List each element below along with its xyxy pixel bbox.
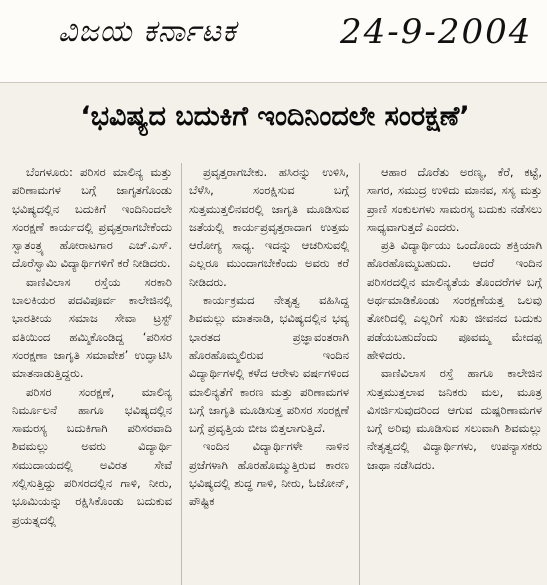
paragraph: ವಾಣಿವಿಲಾಸ ರಸ್ತೆಯ ಸರಕಾರಿ ಬಾಲಕಿಯರ ಪದವಿಪೂರ್ವ ಕಾಲೇಜಿನಲ್ಲಿ ಭಾರತೀಯ ಸಮಾಜ ಸೇವಾ ಟ್ರಸ್ಟ್ ವತಿಯಿಂದ ಹಮ್ಮಿಕೊಂಡಿದ್ದ ‘ಪರಿಸರ ಸಂರಕ್ಷಣಾ ಜಾಗೃತಿ ಸಮಾವೇಶ’ ಉದ್ಘಾಟಿಸಿ ಮಾತನಾಡುತ್ತಿದ್ದರು.	[12, 274, 172, 381]
paragraph: ಆಹಾರ ದೊರೆತು ಅರಣ್ಯ, ಕೆರೆ, ಕಟ್ಟೆ, ಸಾಗರ, ಸಮುದ್ರ ಉಳಿದು ಮಾನವ, ಸಸ್ಯ ಮತ್ತು ಪ್ರಾಣಿ ಸಂಕುಲಗಳು ಸಾಮರಸ್ಯ ಬದುಕು ನಡೆಸಲು ಸಾಧ್ಯವಾಗುತ್ತದೆ ಎಂದರು.	[367, 165, 542, 234]
column-divider	[181, 163, 182, 585]
handwritten-masthead: ವಿಜಯ ಕರ್ನಾಟಕ	[58, 14, 237, 49]
column-divider	[359, 163, 360, 585]
article-headline: ‘ಭವಿಷ್ಯದ ಬದುಕಿಗೆ ಇಂದಿನಿಂದಲೇ ಸಂರಕ್ಷಣೆ’	[80, 101, 470, 132]
article-column-1	[12, 163, 172, 585]
handwritten-date: 24-9-2004	[340, 12, 533, 52]
paragraph: ಬೆಂಗಳೂರು: ಪರಿಸರ ಮಾಲಿನ್ಯ ಮತ್ತು ಪರಿಣಾಮಗಳ ಬಗ್ಗೆ ಜಾಗೃತಗೊಂಡು ಭವಿಷ್ಯದಲ್ಲಿನ ಬದುಕಿಗೆ ಇಂದಿನಿಂದಲೇ ಸಂರಕ್ಷಣೆ ಕಾರ್ಯದಲ್ಲಿ ಪ್ರವೃತ್ತರಾಗಬೇಕೆಂದು ಸ್ವಾತಂತ್ರ್ಯ ಹೋರಾಟಗಾರ ಎಚ್.ಎಸ್. ದೊರೆಸ್ವಾಮಿ ವಿದ್ಯಾರ್ಥಿಗಳಿಗೆ ಕರೆ ನೀಡಿದರು.	[12, 165, 172, 271]
article-column-3	[367, 163, 542, 585]
paragraph: ಇಂದಿನ ವಿದ್ಯಾರ್ಥಿಗಳೇ ನಾಳಿನ ಪ್ರಜೆಗಳಾಗಿ ಹೊರಹೊಮ್ಮುತ್ತಿರುವ ಕಾರಣ ಭವಿಷ್ಯದಲ್ಲಿ ಶುದ್ಧ ಗಾಳಿ, ನೀರು, ಓಜೋನ್, ಪೌಷ್ಟಿಕ	[189, 439, 349, 509]
article-column-2	[189, 163, 349, 585]
paragraph: ಪರಿಸರ ಸಂರಕ್ಷಣೆ, ಮಾಲಿನ್ಯ ನಿರ್ಮೂಲನೆ ಹಾಗೂ ಭವಿಷ್ಯದಲ್ಲಿನ ಸಾಮರಸ್ಯ ಬದುಕಿಗಾಗಿ ಪರಿಸರವಾದಿ ಶಿವಮಲ್ಲು ಅವರು ವಿದ್ಯಾರ್ಥಿ ಸಮುದಾಯದಲ್ಲಿ ಅವಿರತ ಸೇವೆ ಸಲ್ಲಿಸುತ್ತಿದ್ದು ಪರಿಸರದಲ್ಲಿನ ಗಾಳಿ, ನೀರು, ಭೂಮಿಯನ್ನು ರಕ್ಷಿಸಿಕೊಂಡು ಬದುಕುವ ಪ್ರಯತ್ನದಲ್ಲಿ	[12, 384, 172, 527]
paragraph: ಪ್ರತಿ ವಿದ್ಯಾರ್ಥಿಯು ಒಂದೊಂದು ಶಕ್ತಿಯಾಗಿ ಹೊರಹೊಮ್ಮಬಹುದು. ಆದರೆ ಇಂದಿನ ಪರಿಸರದಲ್ಲಿನ ಮಾಲಿನ್ಯತೆಯ ತೊಂದರೆಗಳ ಬಗ್ಗೆ ಅರ್ಥಮಾಡಿಕೊಂಡು ಸಂರಕ್ಷಣೆಯತ್ತ ಒಲವು ತೋರಿದಲ್ಲಿ ಎಲ್ಲರಿಗೆ ಸುಖ ಜೀವನದ ಬದುಕು ಪಡೆಯಬಹುದೆಂದು ಪೂವಮ್ಮ ಮೇದಪ್ಪ ಹೇಳಿದರು.	[367, 238, 542, 362]
paragraph: ಪ್ರವೃತ್ತರಾಗಬೇಕು. ಹಸಿರನ್ನು ಉಳಿಸಿ, ಬೆಳೆಸಿ, ಸಂರಕ್ಷಿಸುವ ಬಗ್ಗೆ ಸುತ್ತಮುತ್ತಲಿನವರಲ್ಲಿ ಜಾಗೃತಿ ಮೂಡಿಸುವ ಜತೆಯಲ್ಲಿ ಕಾರ್ಯಪ್ರವೃತ್ತರಾದಾಗ ಉತ್ತಮ ಆರೋಗ್ಯ ಸಾಧ್ಯ. ಇದನ್ನು ಆಚರಿಸುವಲ್ಲಿ ಎಲ್ಲರೂ ಮುಂದಾಗಬೇಕೆಂದು ಅವರು ಕರೆ ನೀಡಿದರು.	[189, 165, 349, 289]
article-clipping	[0, 82, 547, 585]
paragraph: ಕಾರ್ಯಕ್ರಮದ ನೇತೃತ್ವ ವಹಿಸಿದ್ದ ಶಿವಮಲ್ಲು ಮಾತನಾಡಿ, ಭವಿಷ್ಯದಲ್ಲಿನ ಭವ್ಯ ಭಾರತದ ಪ್ರಜ್ಞಾವಂತರಾಗಿ ಹೊರಹೊಮ್ಮಲಿರುವ ಇಂದಿನ ವಿದ್ಯಾರ್ಥಿಗಳಲ್ಲಿ ಕಳೆದ ಆರೇಳು ವರ್ಷಗಳಿಂದ ಮಾಲಿನ್ಯತೆಗೆ ಕಾರಣ ಮತ್ತು ಪರಿಣಾಮಗಳ ಬಗ್ಗೆ ಜಾಗೃತಿ ಮೂಡಿಸುತ್ತ ಪರಿಸರ ಸಂರಕ್ಷಣೆ ಬಗ್ಗೆ ಪ್ರವೃತ್ತಿಯ ಬೀಜ ಬಿತ್ತಲಾಗುತ್ತಿದೆ.	[189, 293, 349, 436]
article-body	[12, 163, 542, 585]
paragraph: ವಾಣಿವಿಲಾಸ ರಸ್ತೆ ಹಾಗೂ ಕಾಲೇಜಿನ ಸುತ್ತಮುತ್ತಲಾವ ಜನಿಕರು ಮಲ, ಮೂತ್ರ ವಿಸರ್ಜಿಸುವುದರಿಂದ ಆಗುವ ದುಷ್ಪರಿಣಾಮಗಳ ಬಗ್ಗೆ ಅರಿವು ಮೂಡಿಸುವ ಸಲುವಾಗಿ ಶಿವಮಲ್ಲು ನೇತೃತ್ವದಲ್ಲಿ ವಿದ್ಯಾರ್ಥಿಗಳು, ಉಪನ್ಯಾಸಕರು ಜಾಥಾ ನಡೆಸಿದರು.	[367, 366, 542, 472]
